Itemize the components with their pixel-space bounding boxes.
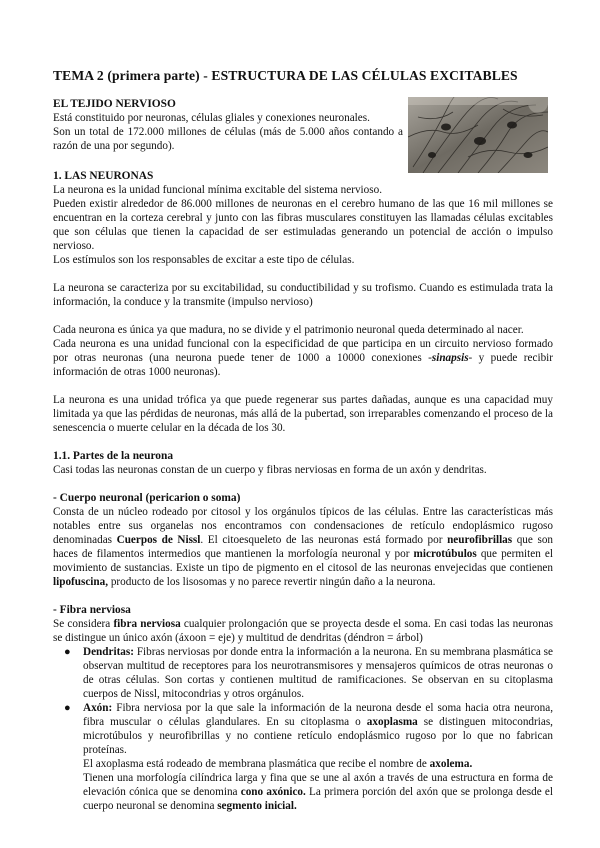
dendritas-text: Fibras nerviosas por donde entra la información a la neurona. En su membrana plasmática se observan multitud de receptores para los neurotransmisores y mensajeros químicos de otras neuronas o de otras células. Son cortas y contienen multitud de ramificaciones. Se observan en su citoplasma cuerpos de Nissl, mitocondrias y otros orgánulos.	[83, 646, 553, 700]
neuronas-p3b	[53, 337, 553, 379]
axoplasma-term: axoplasma	[366, 716, 418, 728]
nervous-tissue-photo	[408, 97, 548, 173]
dendritas-label: Dendritas:	[83, 646, 134, 658]
partes-heading: 1.1. Partes de la neurona	[53, 450, 174, 462]
neuronas-p2: La neurona se caracteriza por su excitabilidad, su conductibilidad y su trofismo. Cuando es estimulada trata la información, la conduce y la transmite (impulso nervioso)	[53, 282, 553, 308]
cuerpo-text-1: Consta de un núcleo rodeado por citosol y los orgánulos típicos de las células. Entre las características más notables entre sus organelas nos encontramos con condensaciones de retículo endoplásmico rugoso denominadas	[53, 506, 553, 546]
neuronas-p4: La neurona es una unidad trófica ya que puede regenerar sus partes dañadas, aunque es una capacidad muy limitada ya que las pérdidas de neuronas, más allá de la pubertad, son irreparables comenzando el proceso de la senescencia o muerte celular en la década de los 30.	[53, 394, 553, 434]
nissl-term: Cuerpos de Nissl	[116, 534, 201, 546]
fibra-text-1: Se considera	[53, 618, 114, 630]
axolema-term: axolema.	[429, 758, 473, 770]
bullet-icon: ●	[64, 646, 71, 658]
microtubulos-term: microtúbulos	[413, 548, 477, 560]
neuronas-heading: 1. LAS NEURONAS	[53, 170, 154, 182]
list-item-dendritas	[53, 645, 553, 701]
neuronas-p1c: Los estímulos son los responsables de excitar a este tipo de células.	[53, 254, 355, 266]
tejido-line-2: Son un total de 172.000 millones de células (más de 5.000 años contando a razón de una por segundo).	[53, 126, 403, 152]
cuerpo-text-5: producto de los lisosomas y no parece revertir ningún daño a la neurona.	[108, 576, 436, 588]
list-item-axon	[53, 701, 553, 813]
axon-text-4: Tienen una morfología cilíndrica larga y fina que se une al axón a través de una estructura en forma de elevación cónica que se denomina	[83, 772, 553, 798]
cono-axonico-term: cono axónico.	[240, 786, 306, 798]
axon-text-1: Fibra nerviosa por la que sale la información de la neurona desde el soma hacia otra neurona, fibra muscular o células glandulares. En su citoplasma o	[83, 702, 553, 728]
fibra-nerviosa-term: fibra nerviosa	[113, 618, 181, 630]
section-tejido	[53, 97, 403, 153]
neuronas-p3b-text: Cada neurona es una unidad funcional con la especificidad de que participa en un circuito nervioso formado por otras neuronas (una neurona puede tener de 1000 a 10000 conexiones -	[53, 338, 553, 364]
cuerpo-heading: - Cuerpo neuronal (pericarion o soma)	[53, 492, 241, 504]
neurofibrillas-term: neurofibrillas	[447, 534, 513, 546]
fibra-list	[53, 645, 553, 813]
axon-text-3: El axoplasma está rodeado de membrana plasmática que recibe el nombre de	[83, 758, 430, 770]
axon-morfologia-line	[83, 771, 553, 813]
axon-label: Axón:	[83, 702, 113, 714]
tejido-line-1: Está constituido por neuronas, células gliales y conexiones neuronales.	[53, 112, 370, 124]
neuronas-p1a: La neurona es la unidad funcional mínima excitable del sistema nervioso.	[53, 184, 382, 196]
tejido-heading: EL TEJIDO NERVIOSO	[53, 98, 176, 110]
cuerpo-text-2: . El citoesqueleto de las neuronas está formado por	[200, 534, 448, 546]
section-neuronas	[53, 169, 553, 813]
sinapsis-term: sinapsis	[431, 352, 469, 364]
cuerpo-text-4: que permiten el movimiento de sustancias. Existe un tipo de pigmento en el citosol de las neuronas envejecidas que contienen	[53, 548, 553, 574]
tissue-illustration	[408, 97, 548, 173]
segmento-inicial-term: segmento inicial.	[217, 800, 297, 812]
bullet-icon: ●	[64, 702, 71, 714]
axon-text-2: se distinguen mitocondrias, microtúbulos y neurofibrillas y no contiene retículo endoplásmico rugoso por lo que no fabrican proteínas.	[83, 716, 553, 756]
lipofuscina-term: lipofuscina,	[53, 576, 109, 588]
neuronas-p3b-text-end: - y puede recibir información de otras 1000 neuronas).	[53, 352, 553, 378]
partes-intro: Casi todas las neuronas constan de un cuerpo y fibras nerviosas en forma de un axón y dendritas.	[53, 464, 487, 476]
cuerpo-text-3: que son haces de filamentos intermedios que mantienen la morfología neuronal y por	[53, 534, 554, 560]
axon-text-5: La primera porción del axón que se prolonga desde el cuerpo neuronal se denomina	[83, 786, 553, 812]
cuerpo-paragraph	[53, 505, 553, 589]
fibra-paragraph	[53, 617, 553, 645]
neuronas-p1b: Pueden existir alrededor de 86.000 millones de neuronas en el cerebro humano de las que 16 mil millones se encuentran en la corteza cerebral y junto con las fibras musculares constituyen las llamadas células excitables que son células que tienen la capacidad de ser estimuladas generando un potencial de acción o impulso nervioso.	[53, 198, 553, 252]
neuronas-p3a: Cada neurona es única ya que madura, no se divide y el patrimonio neuronal queda determinado al nacer.	[53, 324, 524, 336]
document-title: TEMA 2 (primera parte) - ESTRUCTURA DE LAS CÉLULAS EXCITABLES	[53, 68, 518, 83]
fibra-text-2: cualquier prolongación que se proyecta desde el soma. En casi todas las neuronas se distingue un único axón (áxoon = eje) y multitud de dendritas (déndron = árbol)	[53, 618, 554, 644]
fibra-heading: - Fibra nerviosa	[53, 604, 131, 616]
axon-axolema-line	[83, 757, 553, 771]
